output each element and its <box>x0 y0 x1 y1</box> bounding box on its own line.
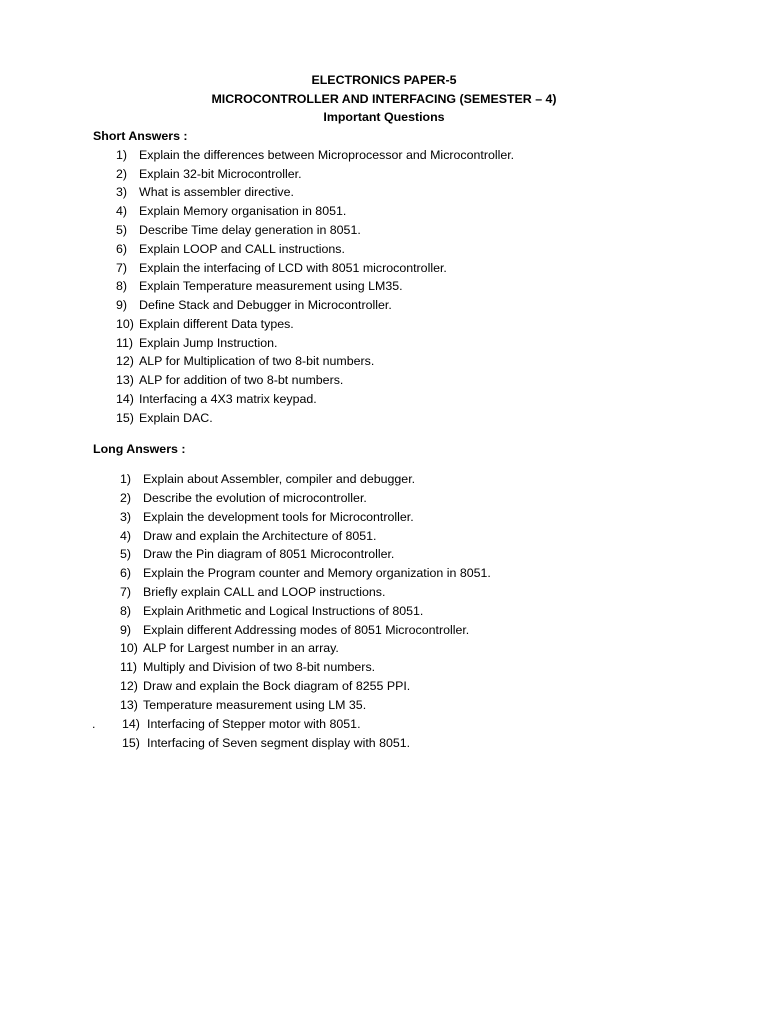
item-number: 15) <box>122 736 140 750</box>
item-number: 11) <box>120 660 137 674</box>
item-number: 5) <box>116 223 128 237</box>
item-text: Explain the differences between Microprocessor and Microcontroller. <box>139 148 515 162</box>
item-text: Draw and explain the Bock diagram of 8255 PPI. <box>143 679 411 693</box>
item-text: Explain DAC. <box>139 411 213 425</box>
item-number: 4) <box>116 204 128 218</box>
item-text: Explain about Assembler, compiler and debugger. <box>143 472 416 486</box>
item-number: 12) <box>116 354 134 368</box>
item-text: ALP for addition of two 8-bt numbers. <box>139 373 344 387</box>
item-number: 12) <box>120 679 138 693</box>
item-number: 14) <box>116 392 134 406</box>
item-text: Explain Jump Instruction. <box>139 336 278 350</box>
questions-subtitle: Important Questions <box>323 110 445 124</box>
item-number: 1) <box>120 472 132 486</box>
item-number: 9) <box>116 298 128 312</box>
item-number: 6) <box>120 566 132 580</box>
item-text: ALP for Multiplication of two 8-bit numbers. <box>139 354 375 368</box>
item-text: Explain Temperature measurement using LM35. <box>139 279 403 293</box>
item-text: Explain Memory organisation in 8051. <box>139 204 347 218</box>
item-text: Explain the Program counter and Memory organization in 8051. <box>143 566 491 580</box>
item-text: Interfacing of Seven segment display with 8051. <box>147 736 411 750</box>
item-number: 15) <box>116 411 134 425</box>
item-number: 11) <box>116 336 133 350</box>
item-number: 4) <box>120 529 132 543</box>
item-number: 13) <box>116 373 134 387</box>
item-number: 5) <box>120 547 132 561</box>
item-text: Draw and explain the Architecture of 8051. <box>143 529 377 543</box>
item-text: Explain LOOP and CALL instructions. <box>139 242 345 256</box>
item-text: Interfacing a 4X3 matrix keypad. <box>139 392 317 406</box>
item-number: 2) <box>116 167 128 181</box>
item-text: What is assembler directive. <box>139 185 294 199</box>
item-number: 10) <box>116 317 134 331</box>
item-number: 3) <box>116 185 128 199</box>
paper-title: ELECTRONICS PAPER-5 <box>311 73 457 87</box>
item-number: 7) <box>116 261 128 275</box>
item-number: 1) <box>116 148 128 162</box>
short-answers-heading: Short Answers : <box>93 129 188 143</box>
item-text: Explain the interfacing of LCD with 8051 microcontroller. <box>139 261 447 275</box>
item-number: 6) <box>116 242 128 256</box>
item-number: 9) <box>120 623 132 637</box>
item-text: Explain the development tools for Microcontroller. <box>143 510 414 524</box>
item-text: ALP for Largest number in an array. <box>143 641 339 655</box>
item-text: Draw the Pin diagram of 8051 Microcontroller. <box>143 547 395 561</box>
item-text: Describe Time delay generation in 8051. <box>139 223 361 237</box>
item-text: Interfacing of Stepper motor with 8051. <box>147 717 361 731</box>
item-number: 7) <box>120 585 132 599</box>
item-text: Briefly explain CALL and LOOP instructions. <box>143 585 386 599</box>
item-number: 10) <box>120 641 138 655</box>
stray-period-mark: . <box>92 717 96 731</box>
item-number: 8) <box>120 604 132 618</box>
item-text: Explain 32-bit Microcontroller. <box>139 167 302 181</box>
item-number: 13) <box>120 698 138 712</box>
item-text: Explain different Data types. <box>139 317 294 331</box>
item-number: 2) <box>120 491 132 505</box>
subject-title: MICROCONTROLLER AND INTERFACING (SEMESTER – 4) <box>211 92 557 106</box>
item-text: Multiply and Division of two 8-bit numbers. <box>143 660 376 674</box>
item-text: Explain different Addressing modes of 8051 Microcontroller. <box>143 623 470 637</box>
item-number: 8) <box>116 279 128 293</box>
item-text: Describe the evolution of microcontroller. <box>143 491 367 505</box>
long-answers-heading: Long Answers : <box>93 442 186 456</box>
item-text: Define Stack and Debugger in Microcontroller. <box>139 298 392 312</box>
item-number: 14) <box>122 717 140 731</box>
item-text: Explain Arithmetic and Logical Instructions of 8051. <box>143 604 424 618</box>
item-number: 3) <box>120 510 132 524</box>
item-text: Temperature measurement using LM 35. <box>143 698 367 712</box>
